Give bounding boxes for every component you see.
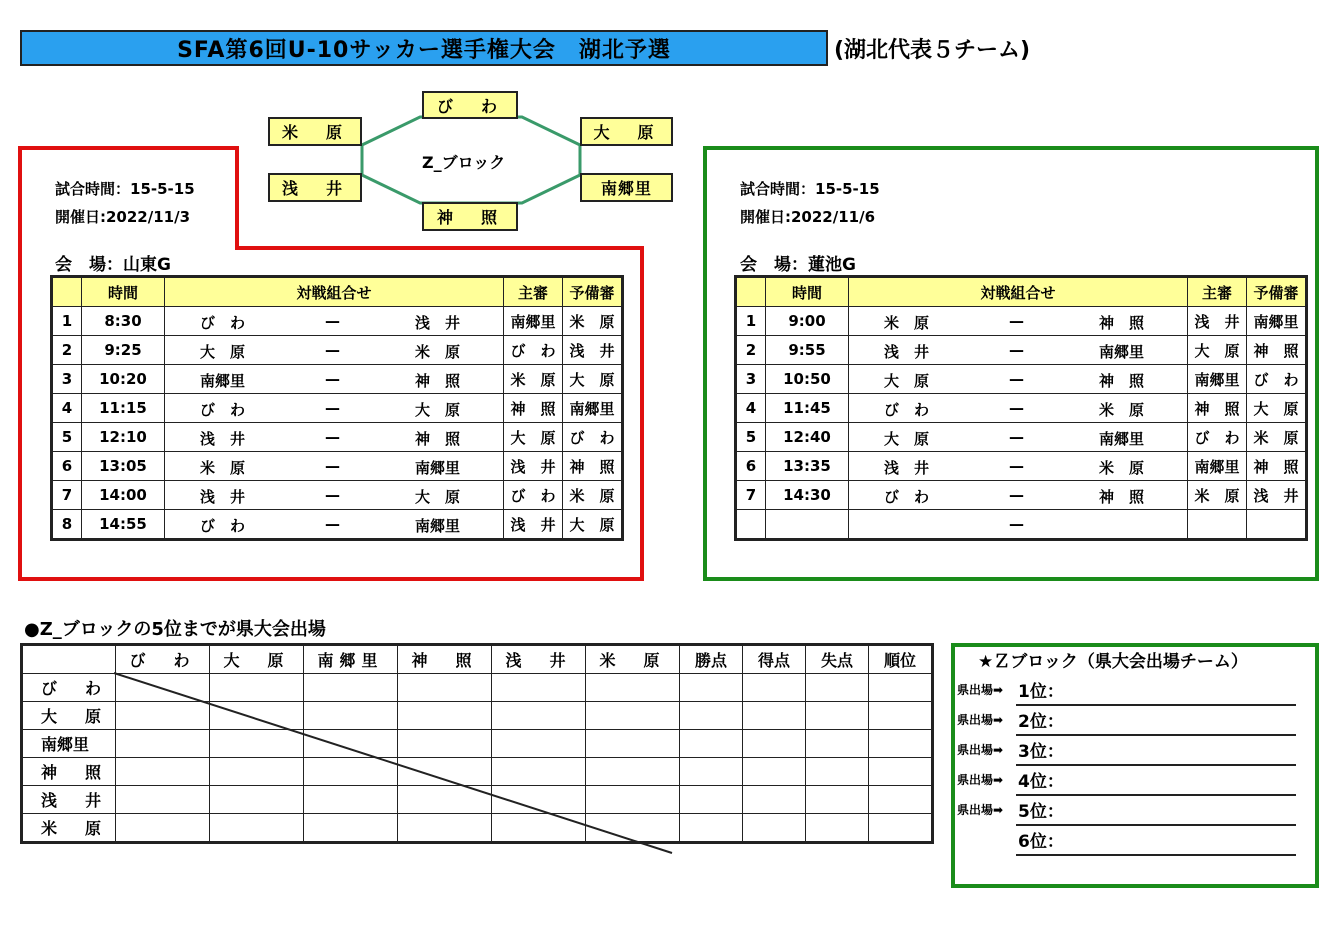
- match-time: 9:25: [82, 336, 165, 365]
- league-column-header: 南郷里: [304, 645, 398, 674]
- schedule-row: [736, 365, 1307, 394]
- page-title-text: SFA第6回U-10サッカー選手権大会 湖北予選: [177, 37, 671, 63]
- league-cell[interactable]: [680, 674, 743, 702]
- match-pairing: [165, 336, 504, 365]
- sub-referee: び わ: [563, 423, 623, 452]
- qualifier-marker: 県出場➡: [957, 743, 1004, 757]
- home-team: 米 原: [200, 459, 246, 477]
- referee: 浅 井: [504, 452, 563, 481]
- league-cell[interactable]: [304, 758, 398, 786]
- match-number: 3: [52, 365, 82, 394]
- sub-referee: 南郷里: [1247, 307, 1307, 336]
- qualifier-entry-line[interactable]: [1016, 854, 1296, 856]
- league-column-header: 浅 井: [492, 645, 586, 674]
- league-row: [22, 730, 933, 758]
- match-time: [766, 510, 849, 540]
- schedule-header-row: [52, 277, 623, 307]
- league-cell[interactable]: [398, 702, 492, 730]
- match-number: 2: [52, 336, 82, 365]
- right-schedule-table: [734, 275, 1308, 541]
- block-team-label: 浅 井: [281, 179, 348, 198]
- match-number: 7: [736, 481, 766, 510]
- sub-referee: 米 原: [563, 481, 623, 510]
- home-team: び わ: [200, 517, 246, 535]
- away-team: 南郷里: [415, 517, 461, 535]
- match-number: 5: [736, 423, 766, 452]
- qualifier-rank-label: 1位：: [1018, 682, 1064, 702]
- left-schedule-table: [50, 275, 624, 541]
- league-cell[interactable]: [586, 758, 680, 786]
- league-cell[interactable]: [210, 786, 304, 814]
- league-column-header: 勝点: [680, 645, 743, 674]
- match-time: 9:00: [766, 307, 849, 336]
- match-number: 3: [736, 365, 766, 394]
- away-team: 神 照: [415, 430, 461, 448]
- league-cell[interactable]: [398, 758, 492, 786]
- league-row-team: 神 照: [22, 758, 116, 786]
- block-team-bottom: [422, 202, 518, 231]
- sub-referee: 大 原: [1247, 394, 1307, 423]
- schedule-header-num: [736, 277, 766, 307]
- referee: 神 照: [504, 394, 563, 423]
- league-cell[interactable]: [492, 702, 586, 730]
- match-number: 6: [52, 452, 82, 481]
- league-cell[interactable]: [304, 702, 398, 730]
- away-team: 神 照: [1099, 372, 1145, 390]
- league-cell[interactable]: [869, 730, 933, 758]
- league-row-team: 大 原: [22, 702, 116, 730]
- right-date-label: 開催日:2022/11/6: [740, 208, 876, 226]
- schedule-row: [52, 452, 623, 481]
- match-number: 1: [52, 307, 82, 336]
- schedule-row: [736, 510, 1307, 540]
- block-team-label: 南郷里: [600, 179, 652, 198]
- schedule-header-time: 時間: [766, 277, 849, 307]
- league-cell[interactable]: [398, 814, 492, 843]
- league-cell[interactable]: [492, 674, 586, 702]
- league-cell[interactable]: [806, 674, 869, 702]
- match-number: 6: [736, 452, 766, 481]
- match-dash: —: [325, 428, 340, 446]
- league-cell[interactable]: [806, 730, 869, 758]
- league-row: [22, 786, 933, 814]
- league-cell[interactable]: [680, 814, 743, 843]
- league-column-header: び わ: [116, 645, 210, 674]
- league-cell[interactable]: [806, 702, 869, 730]
- match-pairing: [849, 481, 1188, 510]
- referee: 大 原: [504, 423, 563, 452]
- match-dash: —: [1009, 341, 1024, 359]
- home-team: 大 原: [200, 343, 246, 361]
- referee: 南郷里: [1188, 452, 1247, 481]
- match-pairing: [849, 423, 1188, 452]
- schedule-row: [736, 336, 1307, 365]
- schedule-row: [52, 307, 623, 336]
- league-cell[interactable]: [210, 814, 304, 843]
- league-cell[interactable]: [806, 814, 869, 843]
- match-dash: —: [325, 341, 340, 359]
- league-cell[interactable]: [492, 786, 586, 814]
- qualifier-rank-label: 4位：: [1018, 772, 1064, 792]
- qualifier-rank-label: 6位：: [1018, 832, 1064, 852]
- league-cell[interactable]: [586, 730, 680, 758]
- league-column-header: 神 照: [398, 645, 492, 674]
- away-team: 南郷里: [1099, 430, 1145, 448]
- block-label: Z_ブロック: [422, 153, 506, 172]
- match-dash: —: [1009, 457, 1024, 475]
- match-time: 11:15: [82, 394, 165, 423]
- home-team: び わ: [200, 314, 246, 332]
- league-cell[interactable]: [116, 758, 210, 786]
- block-team-top-right: [580, 117, 673, 146]
- referee: び わ: [504, 481, 563, 510]
- match-pairing: [165, 452, 504, 481]
- away-team: 南郷里: [415, 459, 461, 477]
- match-pairing: [849, 394, 1188, 423]
- schedule-row: [52, 336, 623, 365]
- league-column-header: 失点: [806, 645, 869, 674]
- match-number: 8: [52, 510, 82, 540]
- match-pairing: [165, 365, 504, 394]
- sub-referee: 浅 井: [563, 336, 623, 365]
- schedule-row: [52, 394, 623, 423]
- sub-referee: 神 照: [1247, 336, 1307, 365]
- match-time: 13:05: [82, 452, 165, 481]
- match-dash: —: [1009, 515, 1024, 533]
- home-team: 大 原: [884, 372, 930, 390]
- referee: 南郷里: [1188, 365, 1247, 394]
- qualifier-entry-line[interactable]: [1016, 734, 1296, 736]
- away-team: 米 原: [415, 343, 461, 361]
- league-cell[interactable]: [492, 814, 586, 843]
- sub-referee: 米 原: [1247, 423, 1307, 452]
- match-dash: —: [1009, 370, 1024, 388]
- league-row: [22, 674, 933, 702]
- schedule-header-match: 対戦組合せ: [849, 277, 1188, 307]
- league-cell[interactable]: [492, 758, 586, 786]
- league-cell[interactable]: [680, 730, 743, 758]
- league-column-header: 順位: [869, 645, 933, 674]
- schedule-header-sub-ref: 予備審: [563, 277, 623, 307]
- home-team: び わ: [884, 401, 930, 419]
- league-cell[interactable]: [869, 758, 933, 786]
- league-cell[interactable]: [398, 730, 492, 758]
- referee: [1188, 510, 1247, 540]
- block-team-top: [422, 91, 518, 119]
- match-number: 1: [736, 307, 766, 336]
- away-team: 神 照: [1099, 488, 1145, 506]
- home-team: 浅 井: [200, 430, 246, 448]
- schedule-row: [736, 452, 1307, 481]
- league-cell[interactable]: [304, 814, 398, 843]
- league-cell[interactable]: [743, 702, 806, 730]
- home-team: 浅 井: [200, 488, 246, 506]
- league-column-header: 得点: [743, 645, 806, 674]
- match-dash: —: [325, 370, 340, 388]
- match-number: 4: [736, 394, 766, 423]
- match-pairing: [849, 365, 1188, 394]
- block-team-label: び わ: [436, 96, 503, 116]
- league-corner-cell: [22, 645, 116, 674]
- match-time: 14:30: [766, 481, 849, 510]
- league-row: [22, 702, 933, 730]
- league-table: [20, 643, 934, 844]
- schedule-header-match: 対戦組合せ: [165, 277, 504, 307]
- block-team-label: 米 原: [281, 123, 348, 142]
- match-number: 2: [736, 336, 766, 365]
- league-cell[interactable]: [869, 674, 933, 702]
- away-team: 神 照: [415, 372, 461, 390]
- qualifier-marker: 県出場➡: [957, 683, 1004, 697]
- home-team: び わ: [200, 401, 246, 419]
- league-cell[interactable]: [304, 674, 398, 702]
- match-dash: —: [1009, 399, 1024, 417]
- sub-referee: 米 原: [563, 307, 623, 336]
- league-cell[interactable]: [210, 730, 304, 758]
- league-heading: ●Z_ブロックの5位までが県大会出場: [24, 619, 326, 640]
- schedule-row: [736, 394, 1307, 423]
- home-team: 大 原: [884, 430, 930, 448]
- left-date-label: 開催日:2022/11/3: [55, 208, 191, 226]
- match-pairing: [849, 510, 1188, 540]
- away-team: 浅 井: [415, 314, 461, 332]
- left-venue-label: 会 場：山東G: [55, 255, 171, 275]
- league-cell[interactable]: [492, 730, 586, 758]
- away-team: 南郷里: [1099, 343, 1145, 361]
- league-cell[interactable]: [680, 786, 743, 814]
- sub-referee: 南郷里: [563, 394, 623, 423]
- league-column-header: 大 原: [210, 645, 304, 674]
- block-team-bottom-left: [268, 173, 362, 202]
- league-row: [22, 758, 933, 786]
- left-time-label: 試合時間：15-5-15: [55, 180, 195, 198]
- match-time: 14:55: [82, 510, 165, 540]
- match-time: 8:30: [82, 307, 165, 336]
- away-team: 大 原: [415, 401, 461, 419]
- block-team-bottom-right: [580, 173, 673, 202]
- match-dash: —: [1009, 486, 1024, 504]
- league-cell[interactable]: [304, 730, 398, 758]
- league-cell[interactable]: [116, 786, 210, 814]
- schedule-row: [736, 481, 1307, 510]
- match-pairing: [849, 336, 1188, 365]
- league-cell[interactable]: [116, 702, 210, 730]
- league-row-team: び わ: [22, 674, 116, 702]
- schedule-row: [52, 365, 623, 394]
- league-cell[interactable]: [586, 786, 680, 814]
- qualifier-entry-line[interactable]: [1016, 764, 1296, 766]
- league-cell[interactable]: [743, 814, 806, 843]
- schedule-header-sub-ref: 予備審: [1247, 277, 1307, 307]
- sub-referee: び わ: [1247, 365, 1307, 394]
- schedule-row: [736, 423, 1307, 452]
- schedule-row: [52, 423, 623, 452]
- referee: 米 原: [1188, 481, 1247, 510]
- schedule-row: [736, 307, 1307, 336]
- league-cell[interactable]: [806, 758, 869, 786]
- match-pairing: [165, 307, 504, 336]
- referee: び わ: [1188, 423, 1247, 452]
- league-cell[interactable]: [210, 702, 304, 730]
- schedule-header-num: [52, 277, 82, 307]
- match-pairing: [165, 481, 504, 510]
- league-cell[interactable]: [586, 674, 680, 702]
- referee: 浅 井: [1188, 307, 1247, 336]
- match-dash: —: [325, 515, 340, 533]
- league-cell[interactable]: [586, 814, 680, 843]
- schedule-row: [52, 510, 623, 540]
- match-dash: —: [1009, 428, 1024, 446]
- schedule-header-ref: 主審: [1188, 277, 1247, 307]
- league-cell[interactable]: [869, 702, 933, 730]
- qualifier-rank-label: 5位：: [1018, 802, 1064, 822]
- league-cell[interactable]: [398, 674, 492, 702]
- qualifier-entry-line[interactable]: [1016, 704, 1296, 706]
- qualifier-marker: 県出場➡: [957, 713, 1004, 727]
- league-cell[interactable]: [743, 786, 806, 814]
- away-team: 大 原: [415, 488, 461, 506]
- match-time: 12:40: [766, 423, 849, 452]
- match-pairing: [165, 394, 504, 423]
- match-time: 13:35: [766, 452, 849, 481]
- league-cell[interactable]: [210, 674, 304, 702]
- qualifier-rank-label: 3位：: [1018, 742, 1064, 762]
- match-dash: —: [325, 486, 340, 504]
- match-time: 11:45: [766, 394, 849, 423]
- block-team-label: 神 照: [436, 208, 503, 227]
- match-time: 10:50: [766, 365, 849, 394]
- match-dash: —: [325, 312, 340, 330]
- match-pairing: [849, 307, 1188, 336]
- block-team-top-left: [268, 117, 362, 146]
- league-row-team: 浅 井: [22, 786, 116, 814]
- league-cell[interactable]: [680, 702, 743, 730]
- match-time: 9:55: [766, 336, 849, 365]
- match-dash: —: [1009, 312, 1024, 330]
- league-cell[interactable]: [210, 758, 304, 786]
- league-cell[interactable]: [806, 786, 869, 814]
- sub-referee: 神 照: [563, 452, 623, 481]
- league-cell[interactable]: [398, 786, 492, 814]
- schedule-row: [52, 481, 623, 510]
- league-cell[interactable]: [743, 758, 806, 786]
- league-row-team: 南郷里: [22, 730, 116, 758]
- match-pairing: [849, 452, 1188, 481]
- league-cell[interactable]: [869, 786, 933, 814]
- home-team: 浅 井: [884, 343, 930, 361]
- match-number: 7: [52, 481, 82, 510]
- league-cell[interactable]: [116, 814, 210, 843]
- match-number: 5: [52, 423, 82, 452]
- qualifier-entry-line[interactable]: [1016, 824, 1296, 826]
- league-column-header: 米 原: [586, 645, 680, 674]
- match-dash: —: [325, 399, 340, 417]
- league-cell[interactable]: [304, 786, 398, 814]
- league-cell[interactable]: [586, 702, 680, 730]
- right-time-label: 試合時間：15-5-15: [740, 180, 880, 198]
- sub-referee: 浅 井: [1247, 481, 1307, 510]
- league-header-row: [22, 645, 933, 674]
- qualifier-marker: 県出場➡: [957, 803, 1004, 817]
- sub-referee: 大 原: [563, 510, 623, 540]
- match-number: [736, 510, 766, 540]
- sub-referee: 神 照: [1247, 452, 1307, 481]
- match-pairing: [165, 423, 504, 452]
- match-time: 10:20: [82, 365, 165, 394]
- league-cell[interactable]: [116, 674, 210, 702]
- match-time: 14:00: [82, 481, 165, 510]
- league-row: [22, 814, 933, 843]
- away-team: 神 照: [1099, 314, 1145, 332]
- away-team: 米 原: [1099, 459, 1145, 477]
- league-row-team: 米 原: [22, 814, 116, 843]
- referee: 浅 井: [504, 510, 563, 540]
- match-pairing: [165, 510, 504, 540]
- home-team: び わ: [884, 488, 930, 506]
- league-cell[interactable]: [743, 730, 806, 758]
- sub-referee: 大 原: [563, 365, 623, 394]
- right-venue-label: 会 場：蓮池G: [740, 255, 856, 275]
- match-dash: —: [325, 457, 340, 475]
- match-time: 12:10: [82, 423, 165, 452]
- referee: 大 原: [1188, 336, 1247, 365]
- schedule-header-time: 時間: [82, 277, 165, 307]
- qualifier-entry-line[interactable]: [1016, 794, 1296, 796]
- referee: 南郷里: [504, 307, 563, 336]
- qualifier-marker: 県出場➡: [957, 773, 1004, 787]
- home-team: 米 原: [884, 314, 930, 332]
- referee: 米 原: [504, 365, 563, 394]
- home-team: 浅 井: [884, 459, 930, 477]
- referee: び わ: [504, 336, 563, 365]
- sub-referee: [1247, 510, 1307, 540]
- qualifier-rank-label: 2位：: [1018, 712, 1064, 732]
- match-number: 4: [52, 394, 82, 423]
- referee: 神 照: [1188, 394, 1247, 423]
- away-team: 米 原: [1099, 401, 1145, 419]
- league-cell[interactable]: [680, 758, 743, 786]
- schedule-header-ref: 主審: [504, 277, 563, 307]
- league-cell[interactable]: [869, 814, 933, 843]
- block-team-label: 大 原: [593, 123, 660, 142]
- page-subtitle: (湖北代表５チーム): [834, 38, 1031, 63]
- league-cell[interactable]: [743, 674, 806, 702]
- qualifier-heading: ★Ｚブロック（県大会出場チーム）: [978, 652, 1248, 672]
- schedule-header-row: [736, 277, 1307, 307]
- league-cell[interactable]: [116, 730, 210, 758]
- home-team: 南郷里: [200, 372, 246, 390]
